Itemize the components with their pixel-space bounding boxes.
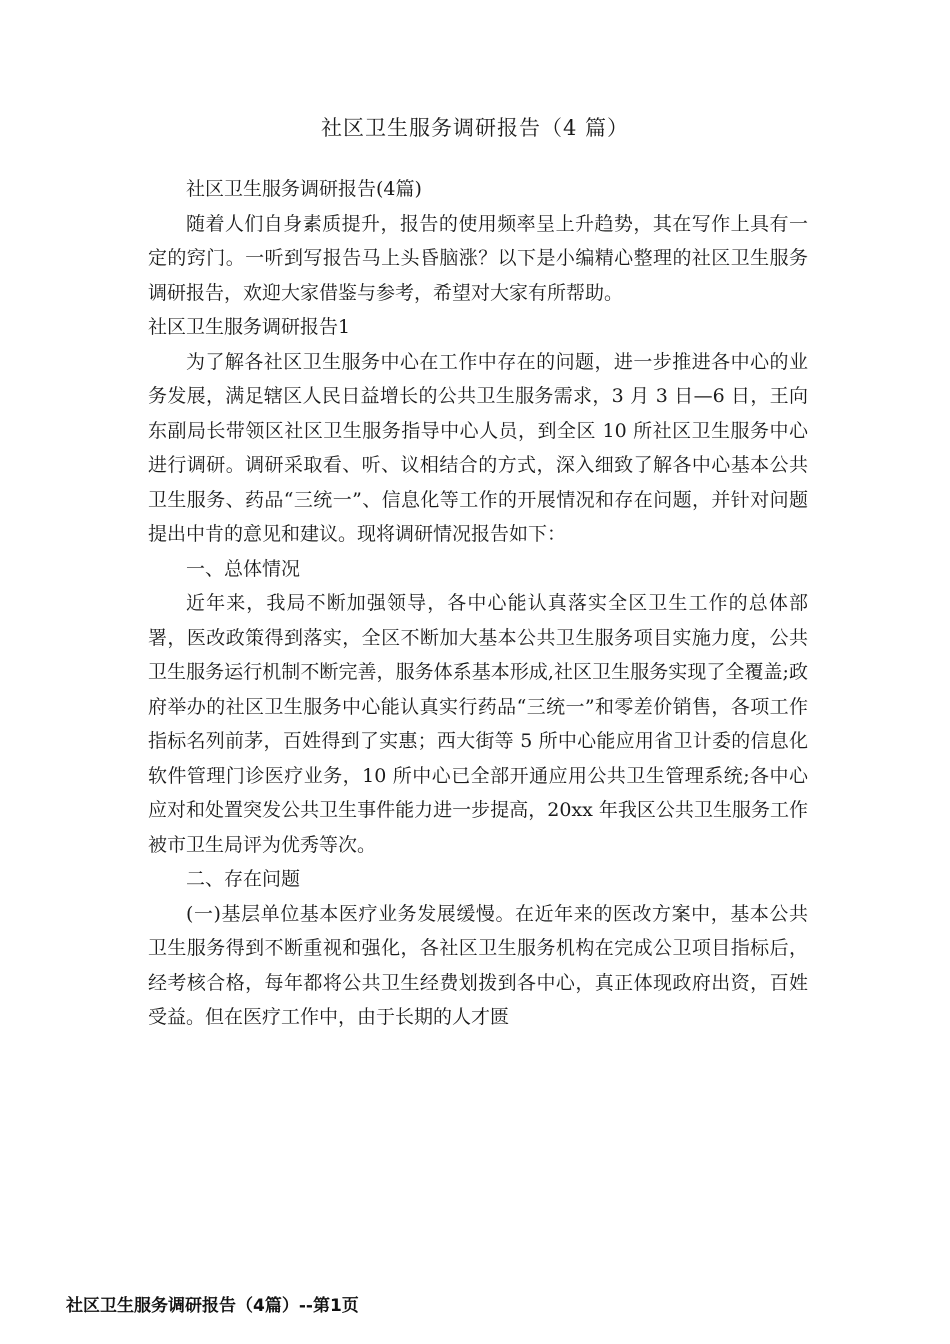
paragraph-background: 为了解各社区卫生服务中心在工作中存在的问题，进一步推进各中心的业务发展，满足辖区人民日益增长的公共卫生服务需求，3 月 3 日—6 日，王向东副局长带领区社区卫生服务指导中心人员，到全区 10 所社区卫生服务中心进行调研。调研采取看、听、议相结合的方式，深入细致了解各中心基本公共卫生服务、药品“三统一”、信息化等工作的开展情况和存在问题，并针对问题提出中肯的意见和建议。现将调研情况报告如下：: [148, 350, 808, 545]
paragraph-intro: 随着人们自身素质提升，报告的使用频率呈上升趋势，其在写作上具有一定的窍门。一听到写报告马上头昏脑涨？以下是小编精心整理的社区卫生服务调研报告，欢迎大家借鉴与参考，希望对大家有所帮助。: [148, 212, 808, 304]
section-heading-report-1: 社区卫生服务调研报告1: [148, 316, 351, 338]
paragraph-overview: 近年来，我局不断加强领导，各中心能认真落实全区卫生工作的总体部署，医改政策得到落实，全区不断加大基本公共卫生服务项目实施力度，公共卫生服务运行机制不断完善，服务体系基本形成,社区卫生服务实现了全覆盖;政府举办的社区卫生服务中心能认真实行药品“三统一”和零差价销售，各项工作指标名列前茅，百姓得到了实惠；西大街等 5 所中心能应用省卫计委的信息化软件管理门诊医疗业务，10 所中心已全部开通应用公共卫生管理系统;各中心应对和处置突发公共卫生事件能力进一步提高，20xx 年我区公共卫生服务工作被市卫生局评为优秀等次。: [148, 592, 808, 856]
section-heading-overview: 一、总体情况: [186, 557, 301, 580]
page-footer: 社区卫生服务调研报告（4篇）--第1页: [66, 1296, 359, 1316]
paragraph-problem-1: (一)基层单位基本医疗业务发展缓慢。在近年来的医改方案中，基本公共卫生服务得到不断重视和强化，各社区卫生服务机构在完成公卫项目指标后，经考核合格，每年都将公共卫生经费划拨到各中心，真正体现政府出资，百姓受益。但在医疗工作中，由于长期的人才匮: [148, 902, 808, 1028]
paragraph-subtitle: 社区卫生服务调研报告(4篇): [186, 178, 422, 200]
document-title: 社区卫生服务调研报告（4 篇）: [320, 116, 630, 140]
document-body: [148, 172, 808, 1035]
section-heading-problems: 二、存在问题: [186, 868, 301, 890]
